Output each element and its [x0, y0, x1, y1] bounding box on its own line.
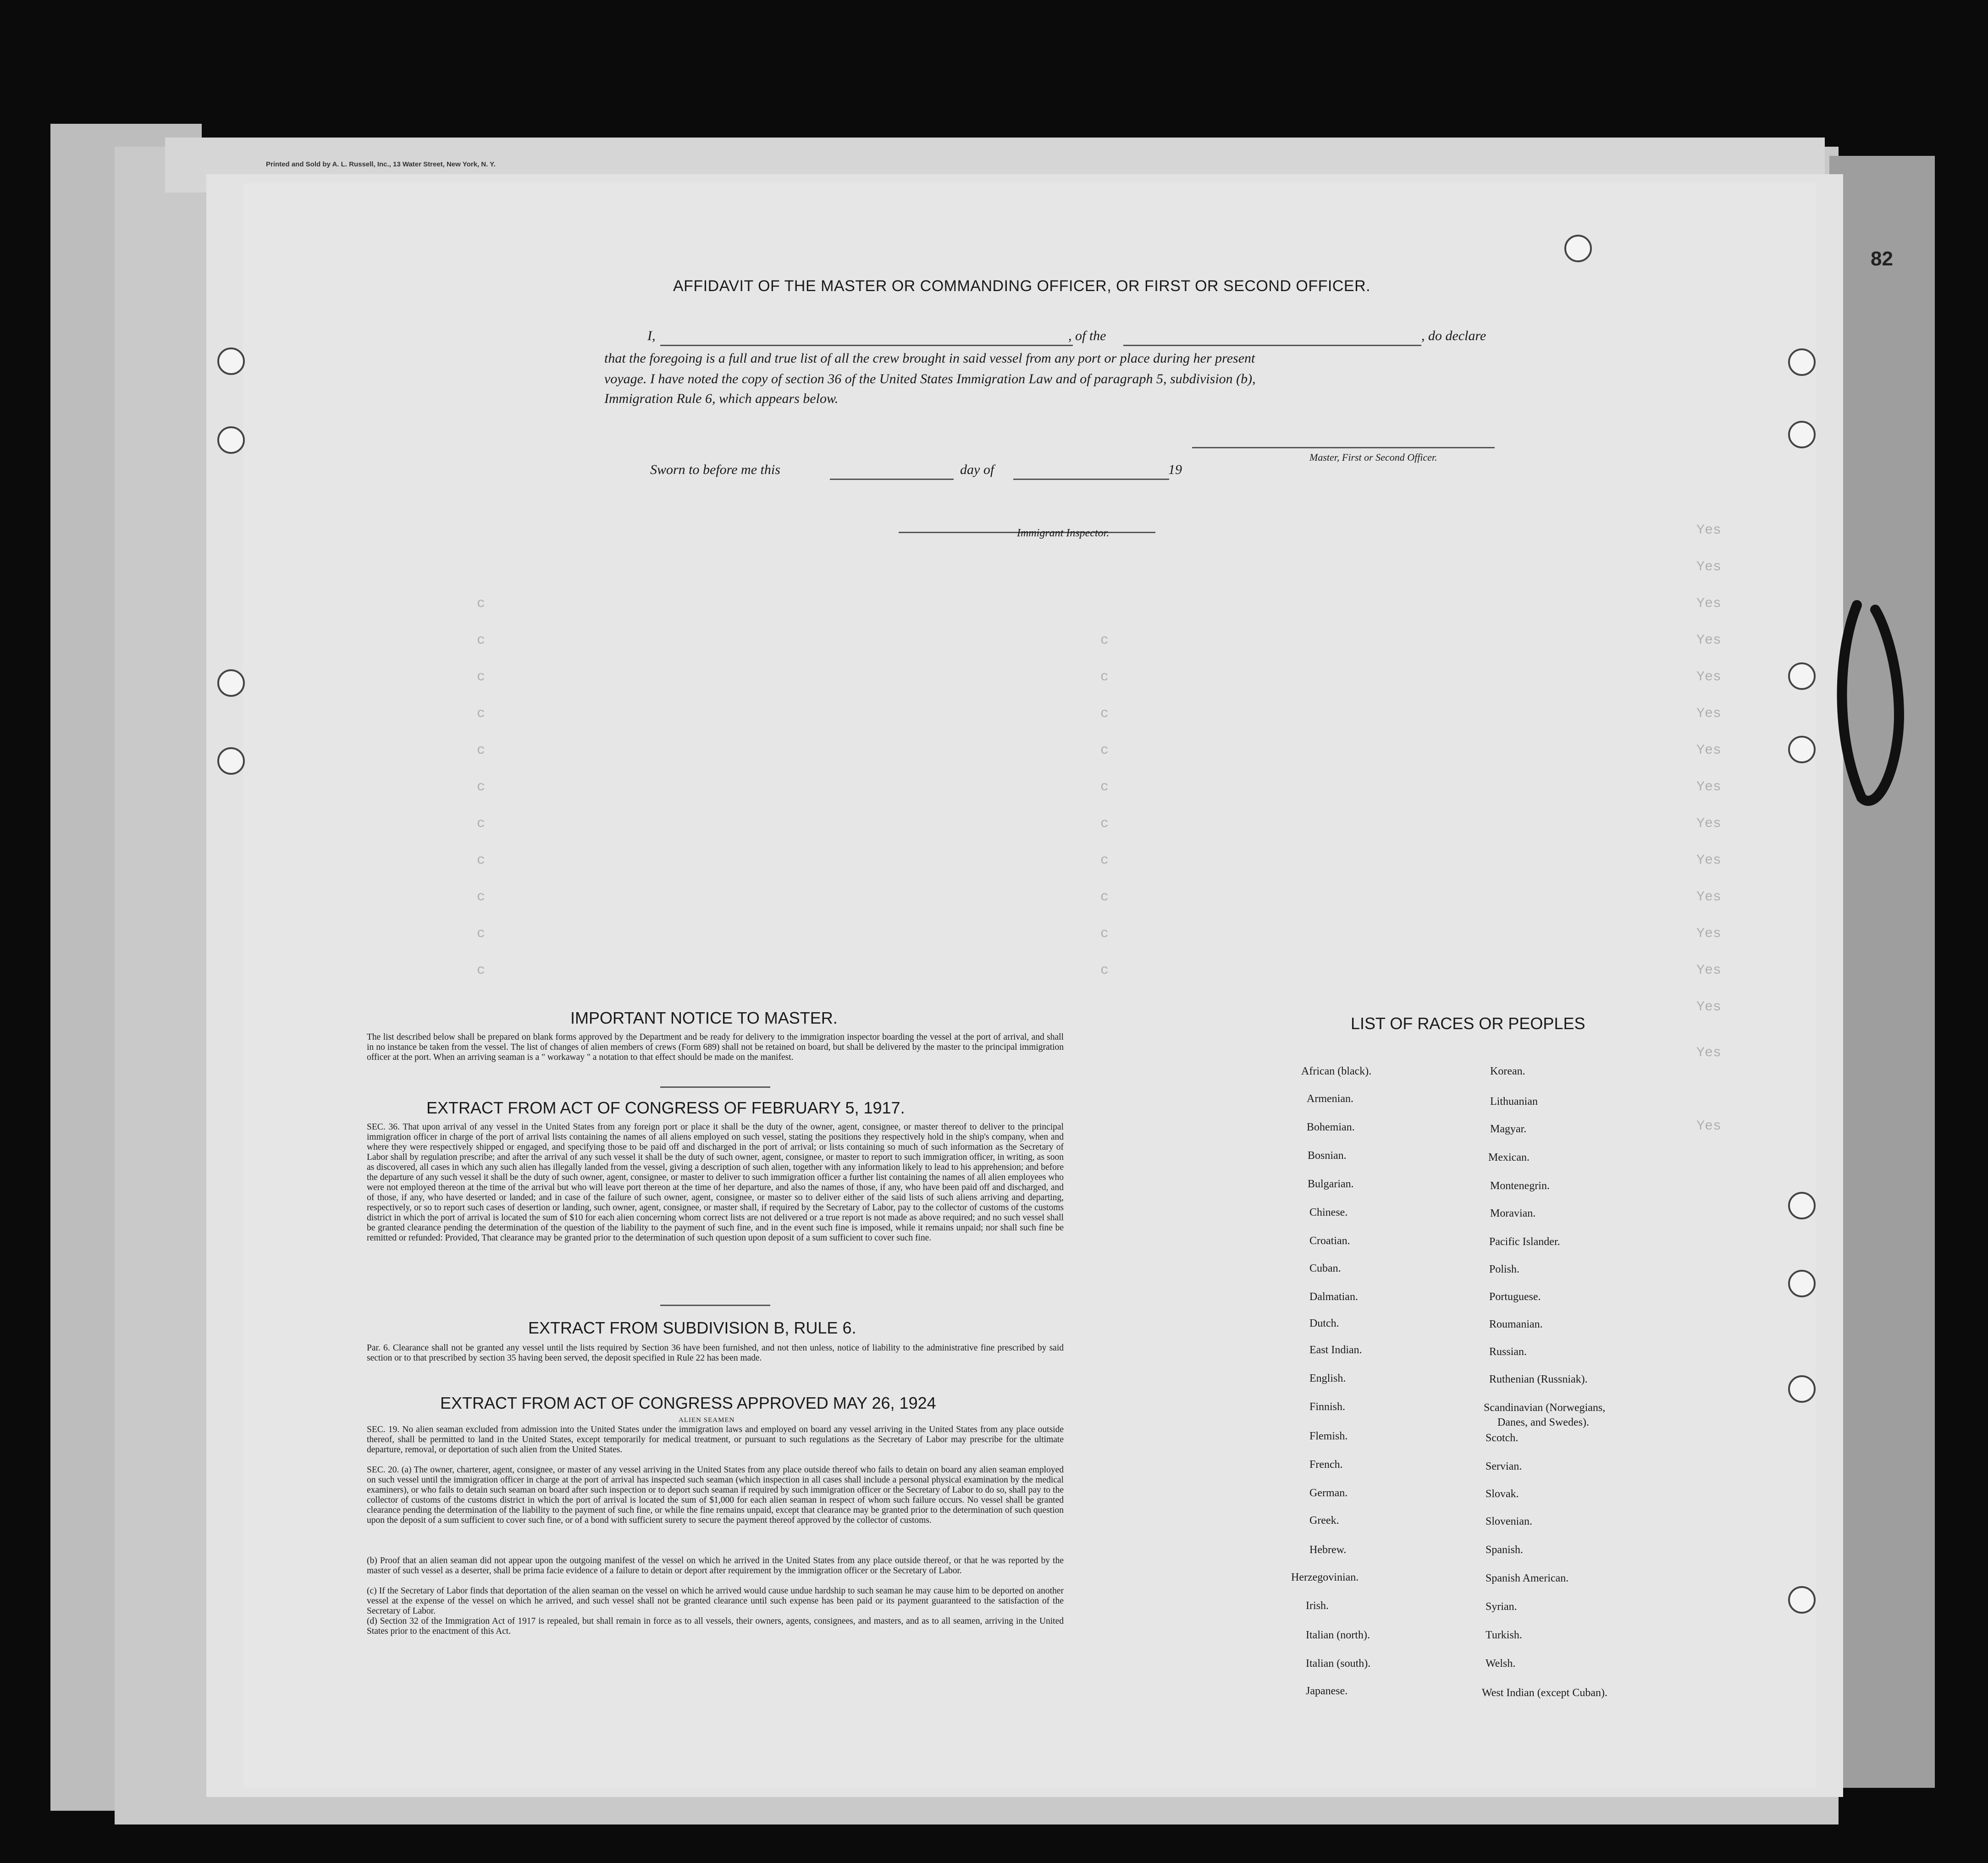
race-item: Italian (south).: [1306, 1658, 1371, 1670]
race-item: Hebrew.: [1309, 1544, 1347, 1556]
back-sheet-right: [1829, 156, 1935, 1788]
sworn-label: Sworn to before me this: [650, 462, 780, 477]
race-item: Italian (north).: [1306, 1629, 1370, 1641]
race-item: Bosnian.: [1308, 1150, 1347, 1162]
race-item: Irish.: [1306, 1600, 1329, 1612]
race-item: Welsh.: [1485, 1658, 1516, 1670]
page-number: 82: [1871, 248, 1893, 270]
punch-hole-right-6: [1788, 1192, 1816, 1219]
extract-rule6-body: Par. 6. Clearance shall not be granted any vessel until the lists required by Section 36 have been furnished, and not then unless, notice of liability to the administrative fine prescribed by said section or to that prescribed by section 35 having been served, the deposit specified in Rule 22 has been made.: [367, 1343, 1064, 1363]
sworn-month-line: [1013, 479, 1169, 480]
affidavit-line-4: Immigration Rule 6, which appears below.: [604, 391, 839, 406]
race-item: German.: [1309, 1487, 1348, 1499]
race-item: Syrian.: [1485, 1601, 1517, 1613]
race-item: Slovak.: [1485, 1488, 1519, 1500]
extract-1924-sec20d: (d) Section 32 of the Immigration Act of 1917 is repealed, but shall remain in force as to all vessels, their owners, agents, consignees, and masters, and as to all seamen, arriving in the United States prior to the enactment of this Act.: [367, 1616, 1064, 1636]
race-item: Montenegrin.: [1490, 1180, 1550, 1192]
vessel-name-line: [1123, 345, 1421, 346]
race-item: Slovenian.: [1485, 1516, 1532, 1527]
punch-hole-right-5: [1788, 736, 1816, 763]
race-item: Portuguese.: [1489, 1291, 1541, 1303]
extract-1924-title: EXTRACT FROM ACT OF CONGRESS APPROVED MAY 26, 1924: [440, 1394, 936, 1412]
race-item: Turkish.: [1485, 1629, 1522, 1641]
punch-hole-right-9: [1788, 1586, 1816, 1614]
race-item: Mexican.: [1488, 1152, 1530, 1163]
race-item: Bohemian.: [1307, 1121, 1355, 1133]
race-item: Moravian.: [1490, 1207, 1536, 1219]
year-label: 19: [1168, 462, 1182, 477]
affidavit-title: AFFIDAVIT OF THE MASTER OR COMMANDING OFFICER, OR FIRST OR SECOND OFFICER.: [673, 277, 1371, 295]
printer-line: Printed and Sold by A. L. Russell, Inc., 13 Water Street, New York, N. Y.: [266, 160, 496, 168]
race-item: West Indian (except Cuban).: [1482, 1687, 1607, 1699]
punch-hole-right-1: [1564, 235, 1592, 262]
day-of-label: day of: [960, 462, 994, 477]
master-name-line: [660, 345, 1073, 346]
race-item: Bulgarian.: [1308, 1178, 1354, 1190]
affidavit-line-2: that the foregoing is a full and true list of all the crew brought in said vessel from any port or place during her present: [604, 351, 1255, 366]
race-item: Dalmatian.: [1309, 1291, 1358, 1303]
inspector-label: Immigrant Inspector.: [1017, 527, 1110, 539]
race-item: Danes, and Swedes).: [1497, 1417, 1589, 1428]
punch-hole-right-2: [1788, 348, 1816, 376]
main-sheet-inner: [243, 183, 1816, 1788]
race-item: Japanese.: [1306, 1685, 1348, 1697]
affidavit-i: I,: [647, 328, 656, 343]
punch-hole-right-8: [1788, 1375, 1816, 1403]
race-item: Croatian.: [1309, 1235, 1350, 1247]
extract-1924-sec19: SEC. 19. No alien seaman excluded from admission into the United States under the immigration laws and employed on board any vessel arriving in the United States from any place outside thereof, shall be permitted to land in the United States, except temporarily for medical treatment, or pursuant to such regulations as the Secretary of Labor may prescribe for the ultimate departure, removal, or deportation of such alien from the United States.: [367, 1425, 1064, 1455]
race-item: African (black).: [1301, 1065, 1372, 1077]
race-item: Scotch.: [1485, 1432, 1519, 1444]
race-item: Russian.: [1489, 1346, 1527, 1358]
race-item: Greek.: [1309, 1515, 1339, 1527]
punch-hole-left-2: [217, 426, 245, 454]
punch-hole-right-4: [1788, 662, 1816, 690]
affidavit-line-3: voyage. I have noted the copy of section 36 of the United States Immigration Law and of paragraph 5, subdivision (b),: [604, 371, 1256, 386]
race-item: Magyar.: [1490, 1123, 1527, 1135]
race-item: Pacific Islander.: [1489, 1236, 1560, 1248]
race-item: Herzegovinian.: [1291, 1571, 1359, 1583]
extract-rule6-title: EXTRACT FROM SUBDIVISION B, RULE 6.: [528, 1318, 856, 1337]
race-item: Scandinavian (Norwegians,: [1484, 1402, 1606, 1414]
race-item: Ruthenian (Russniak).: [1489, 1373, 1588, 1385]
race-item: English.: [1309, 1372, 1346, 1384]
extract-1924-subtitle: ALIEN SEAMEN: [679, 1417, 735, 1424]
extract-1924-sec20c: (c) If the Secretary of Labor finds that deportation of the alien seaman on the vessel on which he arrived would cause undue hardship to such seaman he may cause him to be deported on another vessel at the expense of the vessel on which he arrived, and such vessel shall not be granted clearance until such expense has been paid or its payment guaranteed to the satisfaction of the Secretary of Labor.: [367, 1586, 1064, 1616]
race-item: Chinese.: [1309, 1207, 1348, 1218]
race-item: Armenian.: [1307, 1093, 1353, 1105]
affidavit-of-the: , of the: [1068, 328, 1106, 343]
signature-label: Master, First or Second Officer.: [1309, 452, 1437, 463]
race-item: Dutch.: [1309, 1317, 1339, 1329]
extract-1924-sec20a: SEC. 20. (a) The owner, charterer, agent, consignee, or master of any vessel arriving in the United States from any place outside thereof who fails to detain on board any alien seaman employed on such vessel until the immigration officer in charge at the port of arrival has inspected such seaman (which inspection in all cases shall include a personal physical examination by the medical examiners), or who fails to detain such seaman on board after such inspection or to deport such seaman if required by such immigration officer or the Secretary of Labor to do so, shall pay to the collector of customs of the customs district in which the port of arrival is located the sum of $1,000 for each alien seaman in respect of whom such failure occurs. No vessel shall be granted clearance pending the determination of the liability to the payment of such fine, or while the fine remains unpaid, except that clearance may be granted prior to the determination of such question upon the deposit of a sum sufficient to cover such fine, or of a bond with sufficient surety to secure the payment thereof approved by the collector of customs.: [367, 1465, 1064, 1525]
extract-1917-body: SEC. 36. That upon arrival of any vessel in the United States from any foreign port or place it shall be the duty of the owner, agent, consignee, or master thereof to deliver to the principal immigration officer in charge of the port of arrival lists containing the names of all aliens employed on such vessel, stating the positions they respectively hold in the ship's company, when and where they were respectively shipped or engaged, and specifying those to be paid off and discharged in the port of arrival; or lists containing so much of such information as the Secretary of Labor shall by regulation prescribe; and after the arrival of any such vessel it shall be the duty of such owner, agent, consignee, or master to report to such immigration officer, in writing, as soon as discovered, all cases in which any such alien has illegally landed from the vessel, giving a description of such alien, together with any information likely to lead to his apprehension; and before the departure of any such vessel it shall be the duty of such owner, agent, consignee, or master to deliver to such immigration officer a further list containing the names of all alien employees who were not employed thereon at the time of the arrival but who will leave port thereon at the time of her departure, and also the names of those, if any, who have been paid off and discharged, and of those, if any, who have deserted or landed; and in case of the failure of such owner, agent, consignee, or master so to deliver either of the said lists of such aliens arriving and departing, respectively, or so to report such cases of desertion or landing, such owner, agent, consignee, or master shall, if required by the Secretary of Labor, pay to the collector of customs of the customs district in which the port of arrival is located the sum of $10 for each alien concerning whom correct lists are not delivered or a true report is not made as above required; and no such vessel shall be granted clearance pending the determination of the question of the liability to the payment of such fine, and in the event such fine is imposed, while it remains unpaid; nor shall such fine be remitted or refunded: Provided, That clearance may be granted prior to the determination of such question upon deposit of a sum sufficient to cover such fine.: [367, 1122, 1064, 1243]
extract-1917-title: EXTRACT FROM ACT OF CONGRESS OF FEBRUARY 5, 1917.: [426, 1098, 905, 1117]
race-item: Lithuanian: [1490, 1096, 1538, 1108]
notice-title: IMPORTANT NOTICE TO MASTER.: [570, 1009, 838, 1027]
extract-1917-divider: [660, 1305, 770, 1306]
race-item: French.: [1309, 1459, 1343, 1471]
punch-hole-left-1: [217, 347, 245, 375]
race-item: Cuban.: [1309, 1262, 1341, 1274]
punch-hole-left-3: [217, 669, 245, 697]
punch-hole-right-7: [1788, 1270, 1816, 1297]
affidavit-do-declare: , do declare: [1421, 328, 1486, 343]
race-item: Spanish American.: [1485, 1572, 1569, 1584]
notice-divider: [660, 1086, 770, 1088]
race-item: Korean.: [1490, 1065, 1525, 1077]
punch-hole-left-4: [217, 747, 245, 775]
race-item: Servian.: [1485, 1461, 1522, 1472]
signature-line: [1192, 447, 1495, 448]
race-item: East Indian.: [1309, 1344, 1362, 1356]
sworn-day-line: [830, 479, 954, 480]
notice-body: The list described below shall be prepared on blank forms approved by the Department and be ready for delivery to the immigration inspector boarding the vessel at the port of arrival, and shall in no instance be taken from the vessel. The list of changes of alien members of crews (Form 689) shall not be retained on board, but shall be delivered by the master to the principal immigration officer at the port. When an arriving seaman is a " workaway " a notation to that effect should be made on the manifest.: [367, 1032, 1064, 1062]
punch-hole-right-3: [1788, 421, 1816, 448]
race-item: Finnish.: [1309, 1401, 1346, 1413]
race-item: Spanish.: [1485, 1544, 1524, 1556]
race-item: Roumanian.: [1489, 1318, 1543, 1330]
race-item: Flemish.: [1309, 1430, 1348, 1442]
extract-1924-sec20b: (b) Proof that an alien seaman did not appear upon the outgoing manifest of the vessel on which he arrived in the United States from any place outside thereof, or that he was reported by the master of such vessel as a deserter, shall be prima facie evidence of a failure to detain or deport after requirement by the immigration officer or the Secretary of Labor.: [367, 1556, 1064, 1576]
races-title: LIST OF RACES OR PEOPLES: [1351, 1014, 1585, 1033]
race-item: Polish.: [1489, 1263, 1520, 1275]
handwritten-mark: [1829, 596, 1916, 816]
